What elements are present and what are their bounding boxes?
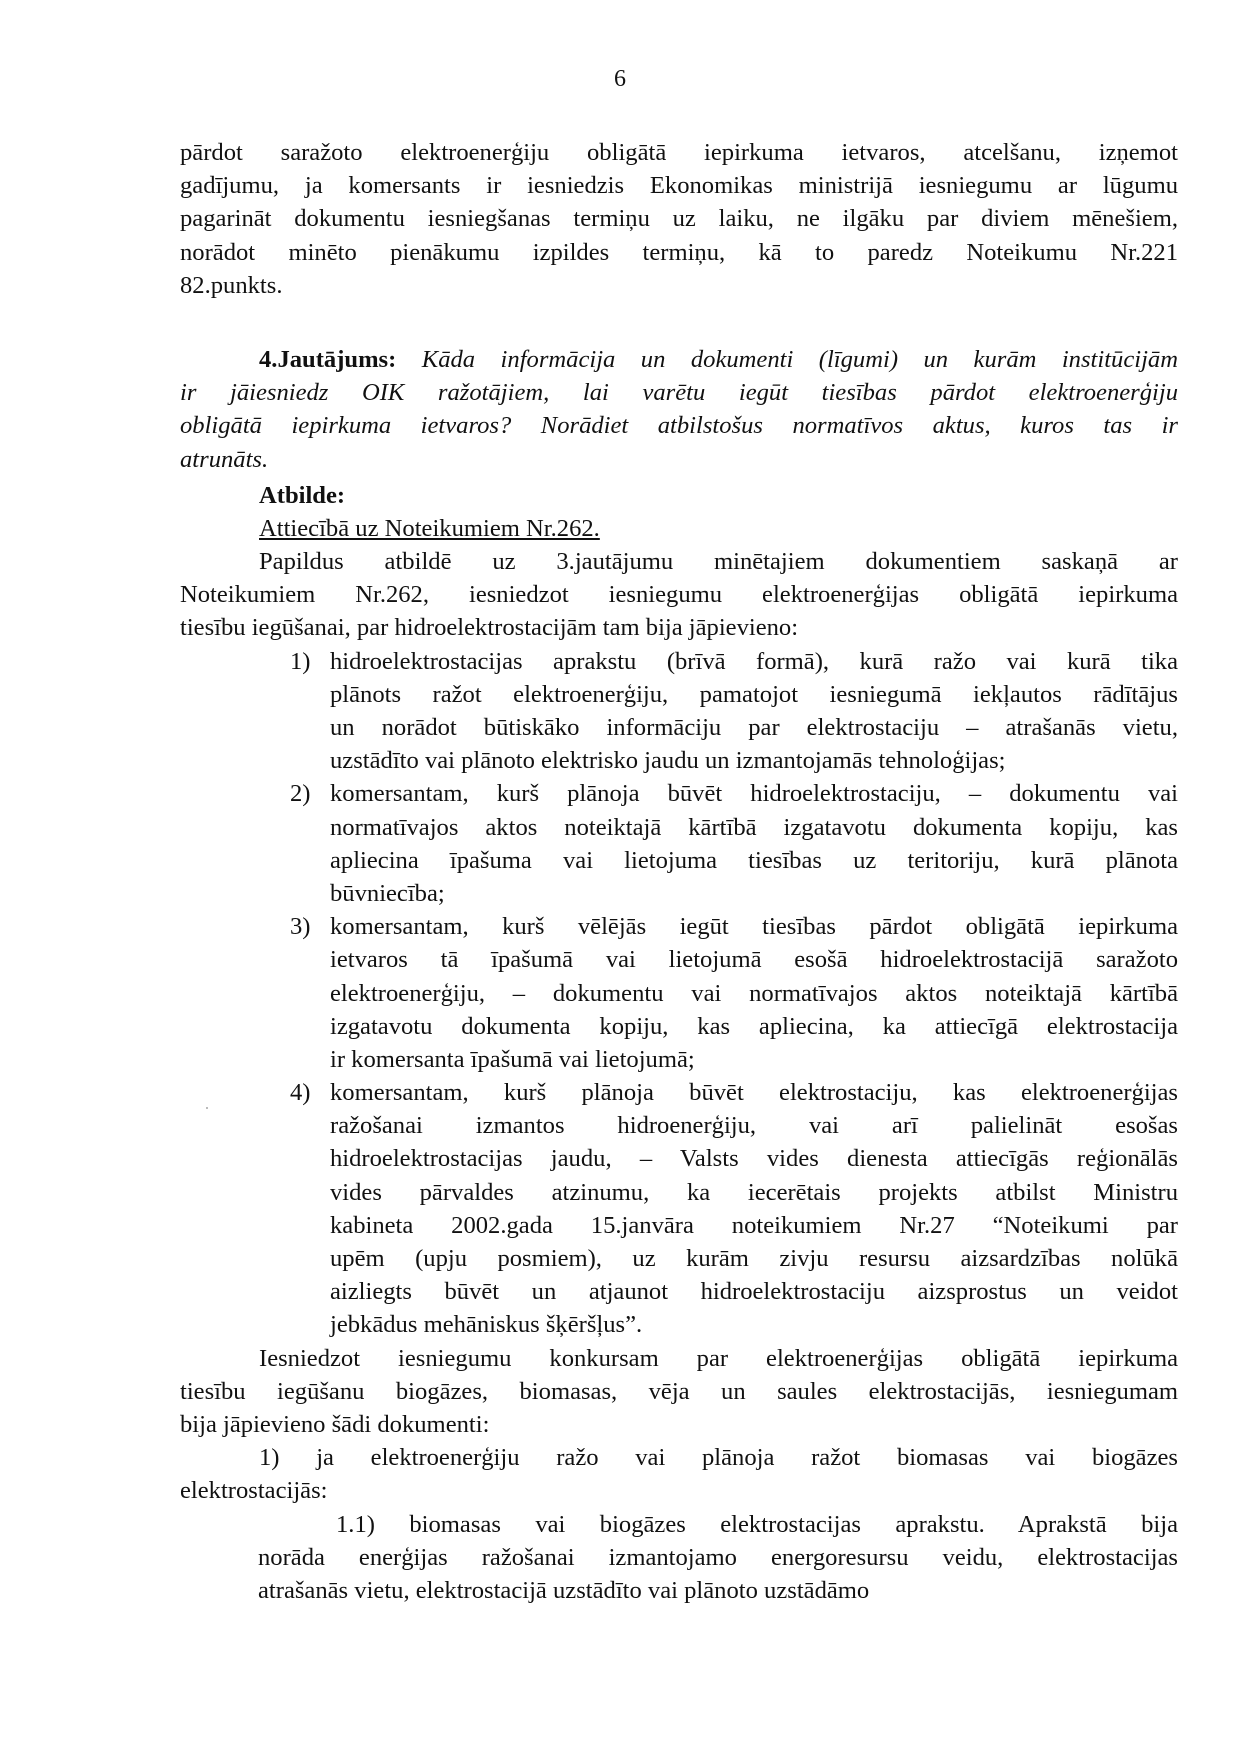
text-line: pārdot saražoto elektroenerģiju obligātā iepirkuma ietvaros, atcelšanu, izņemot	[180, 139, 1178, 166]
text-line: uzstādīto vai plānoto elektrisko jaudu un izmantojamās tehnoloģijas;	[330, 747, 1006, 775]
text-line: hidroelektrostacijas aprakstu (brīvā formā), kurā ražo vai kurā tika	[330, 647, 1178, 675]
text-line: bija jāpievieno šādi dokumenti:	[180, 1410, 490, 1438]
question-4	[180, 343, 1178, 476]
question-rest	[180, 376, 1178, 476]
paragraph-4	[180, 1441, 1178, 1507]
text-line: komersantam, kurš plānoja būvēt elektrostaciju, kas elektroenerģijas	[330, 1079, 1178, 1107]
text-line: ir jāiesniedz OIK ražotājiem, lai varētu iegūt tiesības pārdot elektroenerģiju	[180, 379, 1178, 407]
paragraph-5	[180, 1508, 1178, 1608]
text-line: tiesību iegūšanai, par hidroelektrostacijām tam bija jāpievieno:	[180, 614, 799, 642]
text-line: norāda enerģijas ražošanai izmantojamo energoresursu veidu, elektrostacijas	[258, 1543, 1178, 1571]
list-item	[180, 777, 1178, 910]
text-line: pagarināt dokumentu iesniegšanas termiņu uz laiku, ne ilgāku par diviem mēnešiem,	[180, 205, 1178, 233]
text-line: 82.punkts.	[180, 271, 283, 299]
text-line: tiesību iegūšanu biogāzes, biomasas, vēja un saules elektrostacijās, iesniegumam	[180, 1377, 1178, 1405]
list-number: 3)	[290, 913, 311, 941]
text-line: jebkādus mehāniskus šķēršļus”.	[330, 1311, 643, 1339]
answer-heading: Atbilde:	[259, 481, 346, 509]
text-line: hidroelektrostacijas jaudu, – Valsts vides dienesta attiecīgās reģionālās	[330, 1145, 1178, 1173]
text-line: elektroenerģiju, – dokumentu vai normatīvajos aktos noteiktajā kārtībā	[330, 979, 1178, 1007]
paragraph-2	[180, 545, 1178, 645]
paragraph-3	[180, 1342, 1178, 1442]
list-item	[180, 645, 1178, 778]
text-line: vides pārvaldes atzinumu, ka iecerētais projekts atbilst Ministru	[330, 1178, 1178, 1206]
paragraph-1	[180, 136, 1178, 302]
text-line: apliecina īpašuma vai lietojuma tiesības uz teritoriju, kurā plānota	[330, 846, 1178, 874]
text-line: ražošanai izmantos hidroenerģiju, vai arī palielināt esošas	[330, 1112, 1178, 1140]
text-line: normatīvajos aktos noteiktajā kārtībā izgatavotu dokumenta kopiju, kas	[330, 813, 1178, 841]
answer-subheading: Attiecībā uz Noteikumiem Nr.262.	[259, 514, 600, 542]
text-line: obligātā iepirkuma ietvaros? Norādiet atbilstošus normatīvos aktus, kuros tas ir	[180, 412, 1178, 440]
question-text: Kāda informācija un dokumenti (līgumi) un kurām institūcijām	[421, 345, 1178, 373]
text-line: elektrostacijās:	[180, 1477, 328, 1505]
text-line: 1.1) biomasas vai biogāzes elektrostacijas aprakstu. Aprakstā bija	[336, 1510, 1178, 1538]
question-line	[180, 343, 1178, 376]
text-line: izgatavotu dokumenta kopiju, kas apliecina, ka attiecīgā elektrostacija	[330, 1012, 1178, 1040]
text-line: ietvaros tā īpašumā vai lietojumā esošā hidroelektrostacijā saražoto	[330, 946, 1178, 974]
text-line: gadījumu, ja komersants ir iesniedzis Ekonomikas ministrijā iesniegumu ar lūgumu	[180, 172, 1178, 200]
text-line: plānots ražot elektroenerģiju, pamatojot iesniegumā iekļautos rādītājus	[330, 680, 1178, 708]
question-label: 4.Jautājums:	[259, 345, 397, 373]
page-number: 6	[614, 66, 626, 92]
text-line: komersantam, kurš vēlējās iegūt tiesības pārdot obligātā iepirkuma	[330, 913, 1178, 941]
text-line: komersantam, kurš plānoja būvēt hidroelektrostaciju, – dokumentu vai	[330, 780, 1178, 808]
text-line: Iesniedzot iesniegumu konkursam par elektroenerģijas obligātā iepirkuma	[259, 1344, 1178, 1372]
document-body	[180, 136, 1178, 1607]
list-item	[180, 910, 1178, 1076]
text-line: aizliegts būvēt un atjaunot hidroelektrostaciju aizsprostus un veidot	[330, 1278, 1178, 1306]
text-line: ir komersanta īpašumā vai lietojumā;	[330, 1045, 695, 1073]
text-line: un norādot būtiskāko informāciju par elektrostaciju – atrašanās vietu,	[330, 714, 1178, 742]
list-number: 1)	[290, 647, 311, 675]
list-number: 4)	[290, 1079, 311, 1107]
text-line: atrašanās vietu, elektrostacijā uzstādīto vai plānoto uzstādāmo	[258, 1576, 870, 1604]
text-line: kabineta 2002.gada 15.janvāra noteikumiem Nr.27 “Noteikumi par	[330, 1211, 1178, 1239]
list-item	[180, 1076, 1178, 1342]
text-line: Noteikumiem Nr.262, iesniedzot iesniegumu elektroenerģijas obligātā iepirkuma	[180, 581, 1178, 609]
list-number: 2)	[290, 780, 311, 808]
text-line: atrunāts.	[180, 445, 269, 473]
text-line: norādot minēto pienākumu izpildes termiņu, kā to paredz Noteikumu Nr.221	[180, 238, 1178, 266]
text-line: Papildus atbildē uz 3.jautājumu minētajiem dokumentiem saskaņā ar	[259, 548, 1178, 576]
text-line: 1) ja elektroenerģiju ražo vai plānoja ražot biomasas vai biogāzes	[259, 1444, 1178, 1472]
text-line: būvniecība;	[330, 879, 445, 907]
text-line: upēm (upju posmiem), uz kurām zivju resursu aizsardzības nolūkā	[330, 1245, 1178, 1273]
requirements-list	[180, 645, 1178, 1342]
